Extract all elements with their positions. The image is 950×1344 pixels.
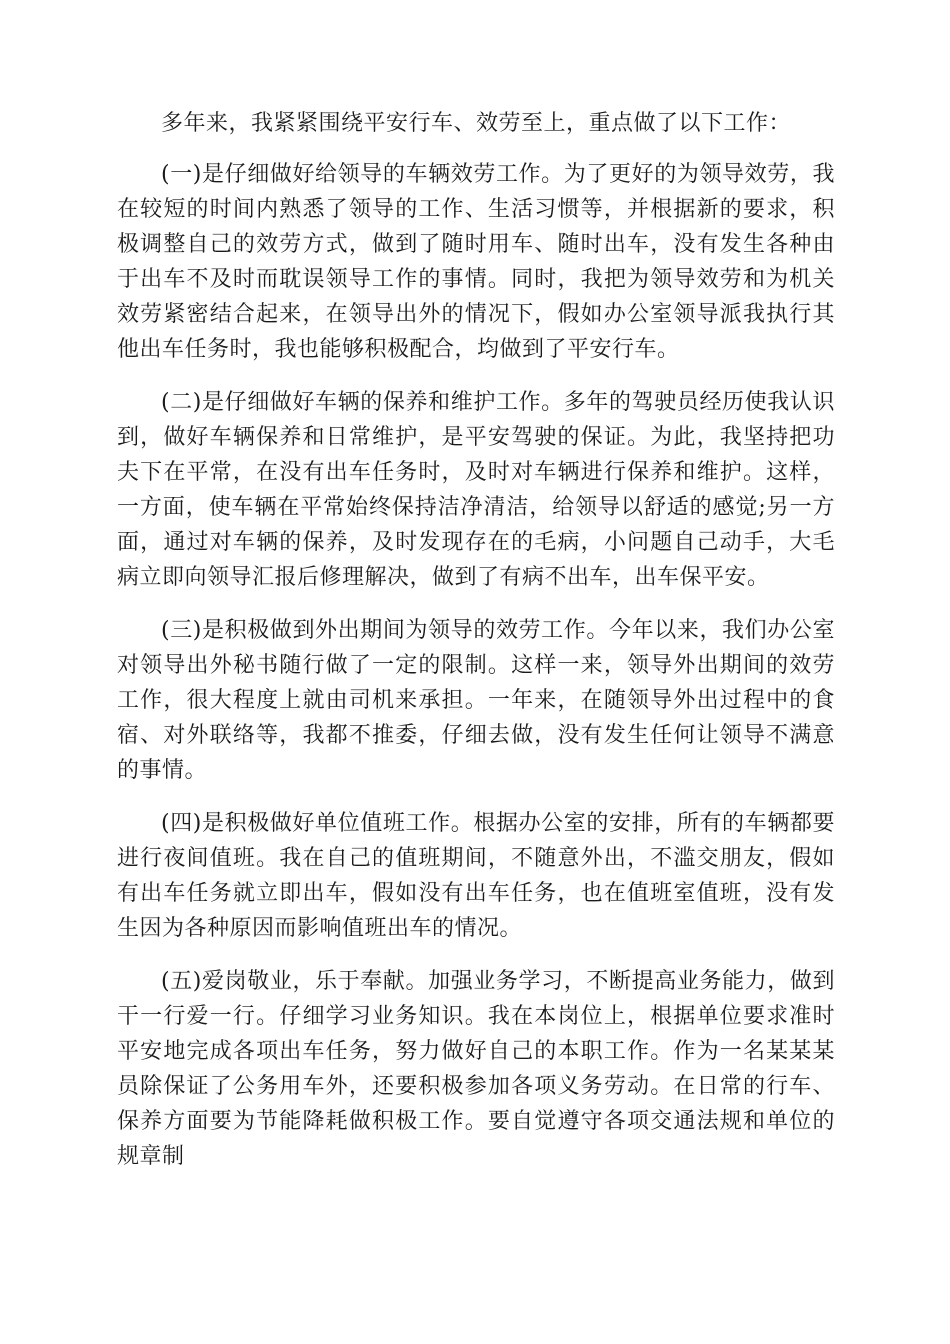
paragraph-5: (五)爱岗敬业，乐于奉献。加强业务学习，不断提高业务能力，做到干一行爱一行。仔细学习业务知识。我在本岗位上，根据单位要求准时平安地完成各项出车任务，努力做好自己的本职工作。作为一名某某某员除保证了公务用车外，还要积极参加各项义务劳动。在日常的行车、保养方面要为节能降耗做积极工作。要自觉遵守各项交通法规和单位的规章制	[117, 969, 835, 1169]
paragraph-2: (二)是仔细做好车辆的保养和维护工作。多年的驾驶员经历使我认识到，做好车辆保养和日常维护，是平安驾驶的保证。为此，我坚持把功夫下在平常，在没有出车任务时，及时对车辆进行保养和维护。这样，一方面，使车辆在平常始终保持洁净清洁，给领导以舒适的感觉;另一方面，通过对车辆的保养，及时发现存在的毛病，小问题自己动手，大毛病立即向领导汇报后修理解决，做到了有病不出车，出车保平安。	[117, 390, 835, 590]
paragraph-3: (三)是积极做到外出期间为领导的效劳工作。今年以来，我们办公室对领导出外秘书随行做了一定的限制。这样一来，领导外出期间的效劳工作，很大程度上就由司机来承担。一年来，在随领导外出过程中的食宿、对外联络等，我都不推委，仔细去做，没有发生任何让领导不满意的事情。	[117, 618, 835, 783]
paragraph-1: (一)是仔细做好给领导的车辆效劳工作。为了更好的为领导效劳，我在较短的时间内熟悉了领导的工作、生活习惯等，并根据新的要求，积极调整自己的效劳方式，做到了随时用车、随时出车，没有发生各种由于出车不及时而耽误领导工作的事情。同时，我把为领导效劳和为机关效劳紧密结合起来，在领导出外的情况下，假如办公室领导派我执行其他出车任务时，我也能够积极配合，均做到了平安行车。	[117, 162, 835, 362]
intro-paragraph: 多年来，我紧紧围绕平安行车、效劳至上，重点做了以下工作：	[161, 111, 792, 136]
document-body	[117, 106, 835, 1192]
paragraph-4: (四)是积极做好单位值班工作。根据办公室的安排，所有的车辆都要进行夜间值班。我在自己的值班期间，不随意外出，不滥交朋友，假如有出车任务就立即出车，假如没有出车任务，也在值班室值班，没有发生因为各种原因而影响值班出车的情况。	[117, 811, 835, 941]
